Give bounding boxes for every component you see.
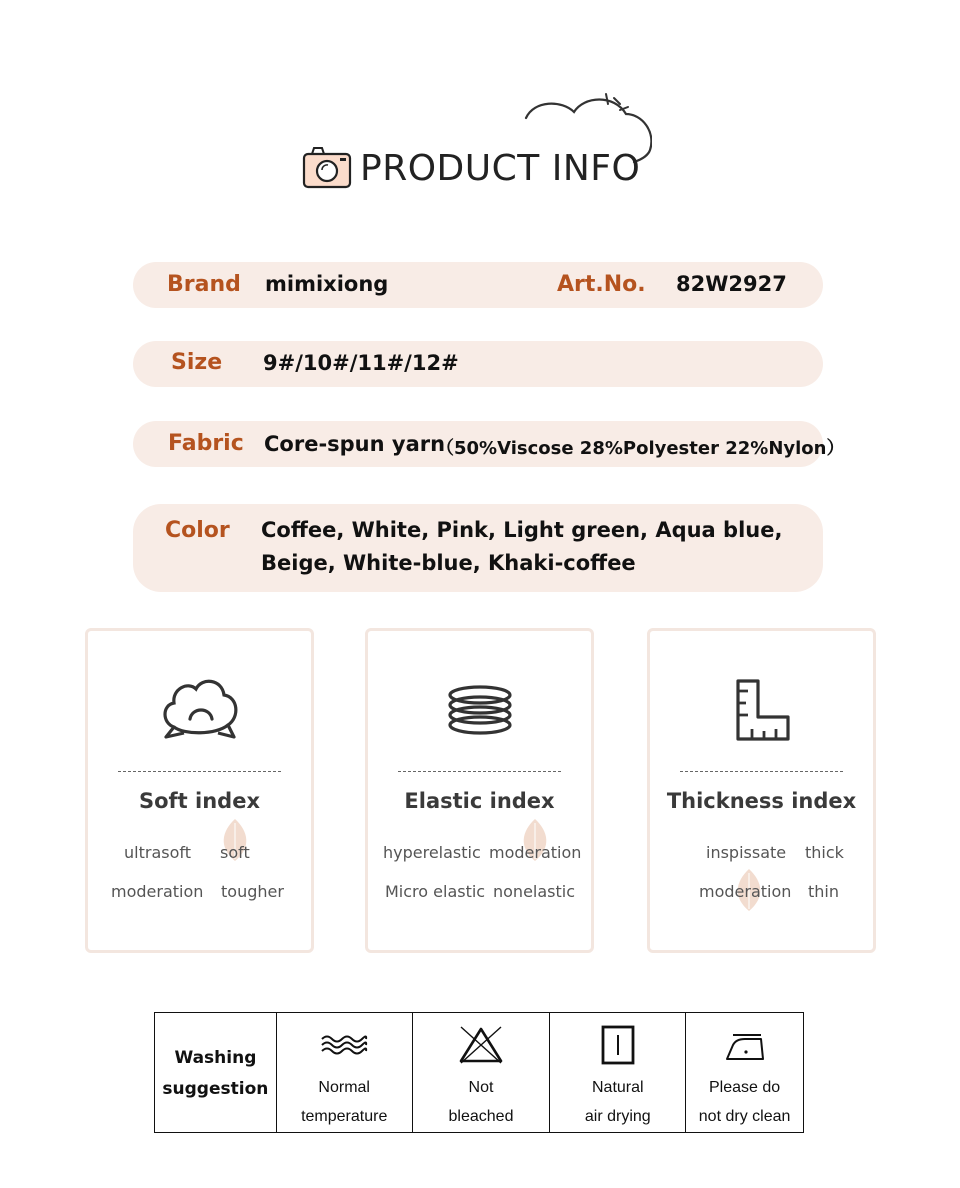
size-value: 9#/10#/11#/12# <box>263 351 459 375</box>
soft-index-title: Soft index <box>138 789 260 813</box>
brand-row <box>133 262 823 308</box>
option-thick: thick <box>805 843 844 862</box>
care-text-line1: Natural <box>592 1079 644 1096</box>
option-inspissate: inspissate <box>706 843 787 862</box>
option-moderation: moderation <box>489 843 582 862</box>
fabric-composition: （50%Viscose 28%Polyester 22%Nylon） <box>436 438 845 459</box>
color-row <box>133 504 823 592</box>
care-text-line2: not dry clean <box>698 1108 791 1125</box>
no-bleach-icon <box>457 1025 505 1065</box>
cotton-icon <box>160 675 240 747</box>
coil-spring-icon <box>440 675 520 747</box>
camera-icon <box>302 144 352 190</box>
page-title: PRODUCT INFO <box>360 148 641 189</box>
color-label: Color <box>165 518 230 543</box>
washing-suggestion-table <box>154 1012 804 1133</box>
care-item-iron <box>686 1013 803 1132</box>
brand-value: mimixiong <box>265 272 389 296</box>
option-hyperelastic: hyperelastic <box>383 843 481 862</box>
option-moderation: moderation <box>111 882 204 901</box>
care-item-bleach <box>413 1013 551 1132</box>
washing-label-line2: suggestion <box>162 1079 269 1099</box>
elastic-index-title: Elastic index <box>404 789 555 813</box>
ruler-icon <box>722 675 802 747</box>
care-item-temperature <box>277 1013 413 1132</box>
iron-icon <box>721 1025 769 1065</box>
card-divider <box>398 771 561 772</box>
care-item-drying <box>550 1013 686 1132</box>
page-header <box>300 88 660 208</box>
size-label: Size <box>171 350 223 375</box>
option-ultrasoft: ultrasoft <box>124 843 191 862</box>
option-soft: soft <box>220 843 250 862</box>
brand-label: Brand <box>167 272 241 297</box>
option-tougher: tougher <box>221 882 284 901</box>
washing-label-cell <box>155 1013 277 1132</box>
fabric-row <box>133 421 845 467</box>
color-value-line2: Beige, White-blue, Khaki-coffee <box>261 551 636 575</box>
care-text-line2: temperature <box>301 1108 388 1125</box>
option-micro-elastic: Micro elastic <box>385 882 486 901</box>
thickness-index-title: Thickness index <box>666 789 857 813</box>
care-text-line2: air drying <box>584 1108 651 1125</box>
care-text-line1: Please do <box>709 1079 781 1096</box>
water-temperature-icon <box>320 1025 368 1065</box>
washing-label-line1: Washing <box>174 1048 257 1068</box>
fabric-label: Fabric <box>168 431 244 456</box>
care-text-line1: Normal <box>318 1079 370 1096</box>
elastic-index-card <box>365 628 594 953</box>
line-dry-icon <box>594 1025 642 1065</box>
art-no-label: Art.No. <box>557 272 646 297</box>
card-divider <box>680 771 843 772</box>
option-moderation: moderation <box>699 882 792 901</box>
card-divider <box>118 771 281 772</box>
care-text-line1: Not <box>468 1079 494 1096</box>
size-row <box>133 341 823 387</box>
fabric-value: Core-spun yarn <box>264 432 446 456</box>
care-text-line2: bleached <box>448 1108 514 1125</box>
soft-index-card <box>85 628 314 953</box>
option-thin: thin <box>808 882 839 901</box>
color-value-line1: Coffee, White, Pink, Light green, Aqua blue, <box>261 518 783 542</box>
option-nonelastic: nonelastic <box>493 882 576 901</box>
thickness-index-card <box>647 628 876 953</box>
art-no-value: 82W2927 <box>676 272 787 296</box>
